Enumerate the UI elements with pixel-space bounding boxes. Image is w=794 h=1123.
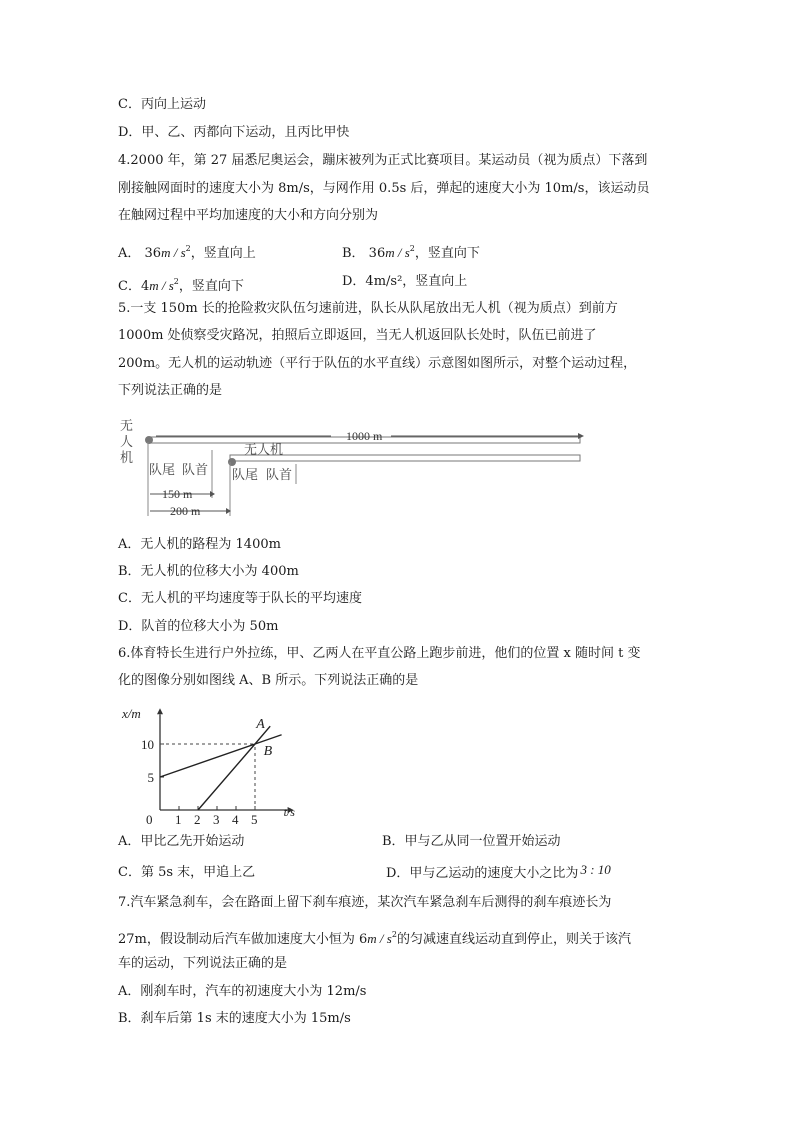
question7-line2: 27m，假设制动后汽车做加速度大小恒为 $6m / s^2$的匀减速直线运动直到停止，则关于该汽 bbox=[118, 930, 631, 947]
y-axis-arrow bbox=[157, 708, 163, 714]
acceleration-unit: m / s bbox=[161, 245, 186, 260]
y-axis-label: x/m bbox=[122, 706, 141, 721]
x-tick-label-2: 2 bbox=[194, 812, 201, 827]
question6-option-c: C．第 5s 末，甲追上乙 bbox=[118, 865, 256, 880]
question5-option-b: B．无人机的位移大小为 400m bbox=[118, 564, 299, 579]
question4-line3: 在触网过程中平均加速度的大小和方向分别为 bbox=[118, 208, 379, 223]
question6-line1: 6.体育特长生进行户外拉练，甲、乙两人在平直公路上跑步前进，他们的位置 x 随时间 t 变 bbox=[118, 646, 641, 661]
head-label-1: 队首 bbox=[182, 462, 209, 477]
question5-option-c: C．无人机的平均速度等于队长的平均速度 bbox=[118, 591, 362, 606]
drone-return-dot bbox=[228, 458, 236, 466]
question6-option-a: A．甲比乙先开始运动 bbox=[118, 834, 245, 849]
length-200-label: 200 m bbox=[170, 504, 201, 518]
head-label-2: 队首 bbox=[266, 467, 293, 482]
series-line-A bbox=[198, 726, 270, 810]
drone-side-label-1: 无 bbox=[120, 418, 134, 433]
x-axis-label: t/s bbox=[283, 805, 295, 819]
question4-option-c: C．$4m / s^2$，竖直向下 bbox=[118, 277, 244, 294]
drone-trajectory-figure bbox=[116, 412, 586, 524]
distance-arrowhead bbox=[578, 433, 584, 439]
y-tick-label-10: 10 bbox=[141, 737, 154, 752]
speed-ratio: 3 : 10 bbox=[580, 862, 611, 877]
position-time-chart bbox=[116, 700, 316, 828]
question3-option-d: D．甲、乙、丙都向下运动，且丙比甲快 bbox=[118, 125, 350, 140]
x-tick-label-4: 4 bbox=[232, 812, 239, 827]
series-label-A: A bbox=[256, 717, 265, 733]
question5-option-a: A．无人机的路程为 1400m bbox=[118, 537, 281, 552]
question7-option-b: B．刹车后第 1s 末的速度大小为 15m/s bbox=[118, 1011, 351, 1026]
drone-label: 无人机 bbox=[244, 442, 284, 457]
question5-line3: 200m。无人机的运动轨迹（平行于队伍的水平直线）示意图如图所示，对整个运动过程， bbox=[118, 356, 637, 371]
question4-option-d: D．4m/s²，竖直向上 bbox=[342, 274, 468, 289]
acceleration-unit: m / s bbox=[385, 245, 410, 260]
question4-option-b: B． $36m / s^2$，竖直向下 bbox=[342, 244, 480, 261]
distance-label: 1000 m bbox=[346, 429, 383, 443]
x-tick-label-3: 3 bbox=[213, 812, 220, 827]
question5-line4: 下列说法正确的是 bbox=[118, 383, 223, 398]
question4-line2: 刚接触网面时的速度大小为 8m/s，与网作用 0.5s 后，弹起的速度大小为 10m/s，该运动员 bbox=[118, 181, 650, 196]
question7-line1: 7.汽车紧急刹车，会在路面上留下刹车痕迹，某次汽车紧急刹车后测得的刹车痕迹长为 bbox=[118, 895, 612, 910]
question5-line1: 5.一支 150m 长的抢险救灾队伍匀速前进，队长从队尾放出无人机（视为质点）到前方 bbox=[118, 301, 618, 316]
question5-option-d: D．队首的位移大小为 50m bbox=[118, 619, 279, 634]
x-tick-label-1: 1 bbox=[175, 812, 182, 827]
question5-line2: 1000m 处侦察受灾路况，拍照后立即返回，当无人机返回队长处时，队伍已前进了 bbox=[118, 328, 597, 343]
drone-side-label-2: 人 bbox=[120, 434, 134, 449]
question7-line3: 车的运动，下列说法正确的是 bbox=[118, 956, 288, 971]
drone-start-dot bbox=[145, 436, 153, 444]
question6-line2: 化的图像分别如图线 A、B 所示。下列说法正确的是 bbox=[118, 673, 419, 688]
length-150-label: 150 m bbox=[162, 487, 193, 501]
question4-line1: 4.2000 年，第 27 届悉尼奥运会，蹦床被列为正式比赛项目。某运动员（视为质点）下落到 bbox=[118, 153, 648, 168]
series-label-B: B bbox=[263, 743, 273, 759]
acceleration-unit: m / s bbox=[367, 931, 392, 946]
x-tick-label-5: 5 bbox=[251, 812, 258, 827]
question7-option-a: A．刚刹车时，汽车的初速度大小为 12m/s bbox=[118, 984, 367, 999]
question6-option-d: D．甲与乙运动的速度大小之比为 3 : 10 bbox=[386, 862, 611, 881]
acceleration-unit: m / s bbox=[149, 278, 174, 293]
question3-option-c: C．丙向上运动 bbox=[118, 97, 206, 112]
tail-label-1: 队尾 bbox=[149, 462, 176, 477]
drone-side-label-3: 机 bbox=[120, 450, 134, 465]
tail-label-2: 队尾 bbox=[232, 467, 259, 482]
x-tick-label-0: 0 bbox=[146, 812, 153, 827]
y-tick-label-5: 5 bbox=[147, 770, 154, 785]
question6-option-b: B．甲与乙从同一位置开始运动 bbox=[382, 834, 561, 849]
question4-option-a: A． $36m / s^2$，竖直向上 bbox=[118, 244, 256, 261]
